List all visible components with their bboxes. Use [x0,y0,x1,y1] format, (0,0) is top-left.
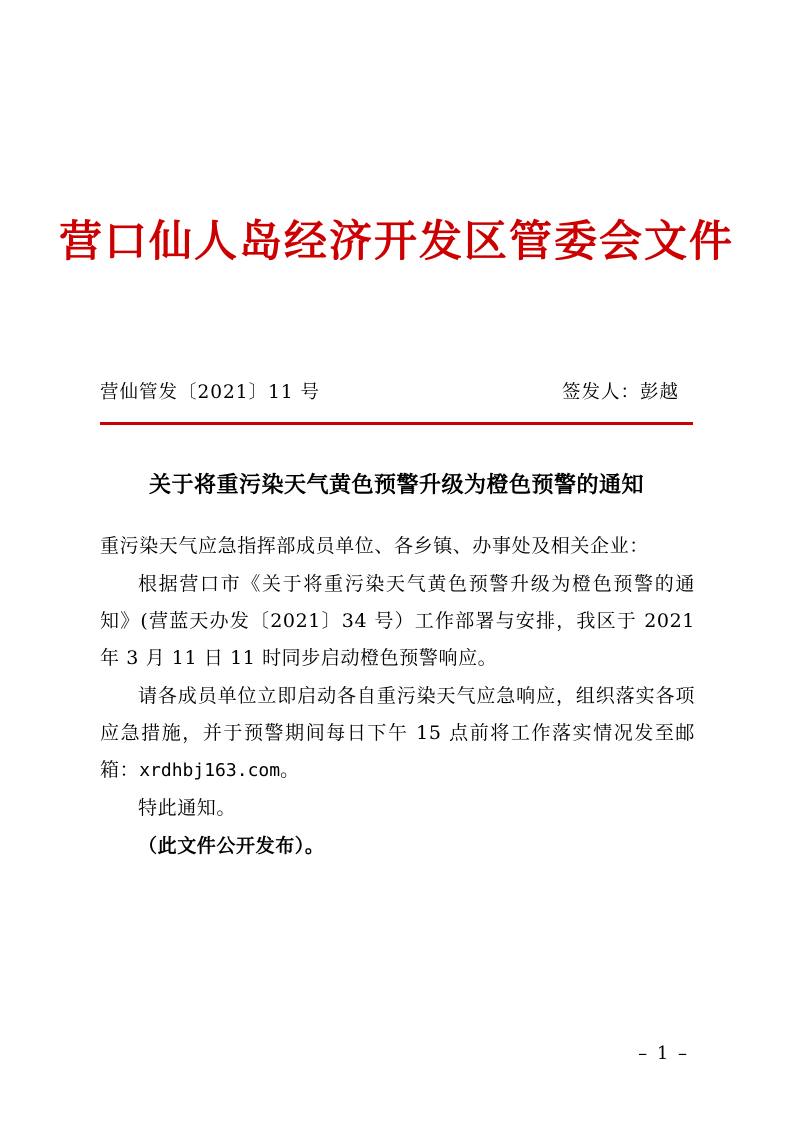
salutation-line: 重污染天气应急指挥部成员单位、各乡镇、办事处及相关企业： [100,535,649,557]
body-paragraph-3: 特此通知。 [138,797,237,819]
document-meta-row [100,378,693,404]
page-title: 营口仙人岛经济开发区管委会文件 [59,217,734,267]
body-paragraph-2-text: 请各成员单位立即启动各自重污染天气应急响应，组织落实各项应急措施，并于预警期间每日下午 15 点前将工作落实情况发至邮箱： [100,685,695,781]
document-body [100,528,695,865]
body-paragraph-2 [100,678,695,789]
red-divider-rule [100,422,693,425]
body-paragraph-4: （此文件公开发布）。 [138,835,325,857]
issuer-name: 签发人：彭越 [561,382,679,403]
document-subject: 关于将重污染天气黄色预警升级为橙色预警的通知 [148,472,644,498]
body-paragraph-2-end: 。 [280,759,300,781]
page-number: – 1 – [638,1043,689,1064]
document-number: 营仙管发〔2021〕11 号 [100,382,321,403]
contact-email: xrdhbj163.com [139,760,281,781]
body-paragraph-1: 根据营口市《关于将重污染天气黄色预警升级为橙色预警的通知》(营蓝天办发〔2021〕34 号）工作部署与安排，我区于 2021 年 3 月 11 日 11 时同步启动橙色预警响应。 [100,573,695,669]
